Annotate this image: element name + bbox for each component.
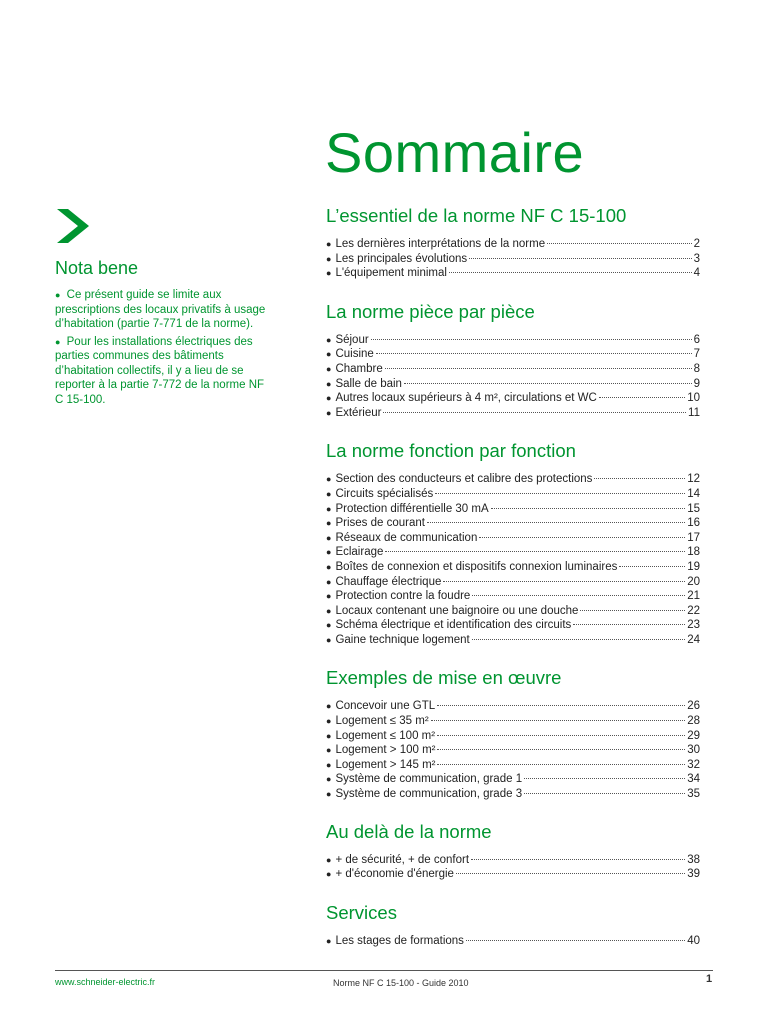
toc-section: [326, 439, 700, 647]
toc-entry[interactable]: [326, 699, 700, 714]
toc-entry-label: Réseaux de communication: [335, 531, 478, 544]
page-title: Sommaire: [325, 121, 585, 184]
toc-entry-label: Locaux contenant une baignoire ou une douche: [335, 604, 579, 617]
toc-entry-label: Système de communication, grade 3: [335, 788, 523, 801]
toc-entry[interactable]: [326, 772, 700, 787]
toc-entry-label: Logement > 145 m²: [335, 758, 436, 771]
bullet-icon: ●: [326, 407, 332, 418]
dot-leader: [472, 595, 685, 596]
toc-entry-page: 39: [687, 868, 700, 881]
toc-entry[interactable]: [326, 867, 700, 882]
bullet-icon: ●: [326, 474, 332, 485]
toc-entry-page: 15: [687, 502, 700, 515]
bullet-icon: ●: [326, 759, 332, 770]
dot-leader: [431, 720, 686, 721]
toc-entry-label: Schéma électrique et identification des circuits: [335, 619, 572, 632]
toc-entry[interactable]: [326, 531, 700, 546]
bullet-icon: ●: [326, 774, 332, 785]
toc-entry[interactable]: [326, 575, 700, 590]
dot-leader: [404, 383, 692, 384]
toc-entry-page: 29: [687, 729, 700, 742]
toc-entry[interactable]: [326, 758, 700, 773]
toc-entry-page: 20: [687, 575, 700, 588]
toc-entry-label: Les dernières interprétations de la norme: [335, 238, 546, 250]
bullet-icon: ●: [326, 730, 332, 741]
dot-leader: [524, 778, 685, 779]
dot-leader: [371, 339, 692, 340]
bullet-icon: ●: [326, 393, 332, 404]
toc-entry-page: 17: [687, 531, 700, 544]
dot-leader: [427, 522, 685, 523]
toc-entry-label: Concevoir une GTL: [335, 700, 436, 713]
toc-entry-page: 11: [688, 406, 700, 419]
toc-entry-page: 14: [687, 487, 700, 500]
toc-entry-page: 3: [693, 252, 700, 265]
nota-bene-panel: [55, 256, 275, 410]
bullet-icon: ●: [326, 503, 332, 514]
toc-entry-page: 40: [687, 934, 700, 947]
toc-entry[interactable]: [326, 472, 700, 487]
toc-entry-label: + d'économie d'énergie: [335, 868, 454, 881]
footer-page-number: 1: [706, 973, 713, 985]
nota-bene-paragraph: [55, 335, 275, 408]
toc-entry-label: Prises de courant: [335, 517, 425, 530]
toc-entry-label: Les stages de formations: [335, 934, 464, 947]
bullet-icon: ●: [326, 239, 332, 249]
bullet-icon: ●: [326, 716, 332, 727]
dot-leader: [472, 639, 686, 640]
bullet-icon: ●: [326, 334, 332, 345]
bullet-icon: ●: [326, 378, 332, 389]
toc-entry-label: Séjour: [335, 333, 369, 346]
dot-leader: [385, 368, 692, 369]
toc-entry[interactable]: [326, 618, 700, 633]
toc-entry-page: 2: [693, 238, 700, 250]
toc-entry[interactable]: [326, 934, 700, 949]
dot-leader: [449, 272, 692, 273]
bullet-icon: ●: [326, 488, 332, 499]
nota-bene-text: Ce présent guide se limite aux prescriptions des locaux privatifs à usage d’habitation (partie 7-771 de la norme).: [55, 289, 266, 330]
toc-entry-page: 16: [687, 517, 700, 530]
bullet-icon: ●: [326, 547, 332, 558]
dot-leader: [471, 859, 685, 860]
toc-entry[interactable]: [326, 406, 700, 421]
bullet-icon: ●: [326, 935, 332, 946]
toc-entry-page: 6: [693, 333, 700, 346]
toc-entry-page: 7: [693, 348, 700, 361]
toc-entry-label: Gaine technique logement: [335, 633, 470, 646]
toc-entry-page: 8: [693, 362, 700, 375]
toc-entry-page: 23: [687, 619, 700, 632]
toc-entry-page: 10: [687, 392, 700, 405]
toc-entry-label: Cuisine: [335, 348, 374, 361]
toc-entry-label: L'équipement minimal: [335, 267, 447, 280]
toc-entry-page: 12: [687, 473, 700, 486]
nota-bene-text: Pour les installations électriques des parties communes des bâtiments d’habitation collectifs, il y a lieu de se reporter à la partie 7-772 de la norme NF C 15-100.: [55, 335, 265, 406]
dot-leader: [437, 764, 685, 765]
bullet-icon: ●: [326, 518, 332, 529]
toc-entry-label: Protection différentielle 30 mA: [335, 502, 489, 515]
dot-leader: [456, 873, 685, 874]
toc-entry-label: Section des conducteurs et calibre des protections: [335, 473, 593, 486]
dot-leader: [437, 735, 685, 736]
toc-entry[interactable]: [326, 487, 700, 502]
dot-leader: [443, 581, 685, 582]
toc-entry-label: + de sécurité, + de confort: [335, 853, 470, 866]
bullet-icon: ●: [326, 253, 332, 264]
toc-entry-page: 32: [687, 758, 700, 771]
toc-entry-page: 28: [687, 715, 700, 728]
toc-entry[interactable]: [326, 787, 700, 802]
toc-entry-page: 30: [687, 744, 700, 757]
dot-leader: [466, 940, 685, 941]
toc-entry[interactable]: [326, 237, 700, 252]
table-of-contents: [326, 204, 700, 948]
bullet-icon: ●: [326, 869, 332, 880]
dot-leader: [479, 537, 685, 538]
bullet-icon: ●: [55, 290, 61, 300]
dot-leader: [594, 478, 685, 479]
toc-entry-page: 35: [687, 788, 700, 801]
toc-section: [326, 300, 700, 421]
toc-entry-label: Salle de bain: [335, 377, 402, 390]
toc-entry-page: 21: [687, 590, 700, 603]
dot-leader: [580, 610, 685, 611]
toc-entry[interactable]: [326, 729, 700, 744]
bullet-icon: ●: [326, 268, 332, 279]
toc-entry[interactable]: [326, 502, 700, 517]
dot-leader: [469, 258, 691, 259]
toc-entry[interactable]: [326, 714, 700, 729]
dot-leader: [437, 749, 685, 750]
bullet-icon: ●: [326, 701, 332, 712]
toc-entry-page: 38: [687, 853, 700, 866]
toc-entry[interactable]: [326, 516, 700, 531]
toc-entry[interactable]: [326, 252, 700, 267]
dot-leader: [619, 566, 685, 567]
toc-entry[interactable]: [326, 589, 700, 604]
bullet-icon: ●: [326, 634, 332, 645]
bullet-icon: ●: [326, 349, 332, 360]
toc-entry-label: Protection contre la foudre: [335, 590, 471, 603]
toc-section-heading: La norme pièce par pièce: [326, 300, 535, 322]
toc-section-heading: Au delà de la norme: [326, 820, 492, 842]
toc-entry-page: 19: [687, 560, 700, 573]
toc-entry-label: Autres locaux supérieurs à 4 m², circulations et WC: [335, 392, 597, 405]
toc-entry-page: 4: [693, 267, 700, 280]
toc-entry[interactable]: [326, 633, 700, 648]
toc-entry-page: 24: [687, 633, 700, 646]
toc-entry[interactable]: [326, 604, 700, 619]
toc-entry[interactable]: [326, 560, 700, 575]
footer-document-title: Norme NF C 15-100 - Guide 2010: [333, 978, 469, 988]
toc-entry-page: 34: [687, 773, 700, 786]
footer-divider: [55, 970, 713, 971]
toc-section: [326, 820, 700, 882]
toc-entry-label: Chambre: [335, 362, 383, 375]
dot-leader: [491, 508, 686, 509]
toc-entry[interactable]: [326, 545, 700, 560]
toc-section-heading: La norme fonction par fonction: [326, 440, 576, 462]
bullet-icon: ●: [326, 605, 332, 616]
nota-bene-paragraph: [55, 288, 275, 332]
dot-leader: [383, 412, 686, 413]
bullet-icon: ●: [326, 591, 332, 602]
bullet-icon: ●: [326, 576, 332, 587]
toc-section: [326, 204, 700, 281]
toc-entry[interactable]: [326, 362, 700, 377]
toc-entry-label: Système de communication, grade 1: [335, 773, 523, 786]
nota-bene-heading: Nota bene: [55, 258, 139, 278]
toc-section-heading: Services: [326, 901, 397, 923]
footer-website-link[interactable]: www.schneider-electric.fr: [55, 977, 156, 987]
toc-entry-label: Extérieur: [335, 406, 382, 419]
bullet-icon: ●: [326, 363, 332, 374]
toc-entry-label: Logement > 100 m²: [335, 744, 436, 757]
toc-section-heading: L’essentiel de la norme NF C 15-100: [326, 205, 627, 226]
bullet-icon: ●: [326, 532, 332, 543]
bullet-icon: ●: [326, 561, 332, 572]
dot-leader: [599, 397, 685, 398]
dot-leader: [547, 243, 691, 244]
toc-entry-label: Eclairage: [335, 546, 384, 559]
dot-leader: [524, 793, 685, 794]
toc-entry[interactable]: [326, 347, 700, 362]
bullet-icon: ●: [326, 854, 332, 865]
toc-section-heading: Exemples de mise en œuvre: [326, 667, 562, 689]
dot-leader: [435, 493, 685, 494]
toc-entry-page: 9: [693, 377, 700, 390]
toc-entry[interactable]: [326, 743, 700, 758]
toc-entry[interactable]: [326, 333, 700, 348]
chevron-right-icon: [54, 207, 92, 245]
toc-entry-label: Boîtes de connexion et dispositifs connexion luminaires: [335, 560, 618, 573]
toc-section: [326, 666, 700, 801]
toc-entry-page: 26: [687, 700, 700, 713]
dot-leader: [437, 705, 685, 706]
dot-leader: [573, 624, 685, 625]
bullet-icon: ●: [55, 336, 61, 347]
toc-entry-label: Les principales évolutions: [335, 252, 468, 265]
toc-entry-label: Chauffage électrique: [335, 575, 442, 588]
toc-entry[interactable]: [326, 853, 700, 868]
toc-entry-label: Logement ≤ 35 m²: [335, 715, 429, 728]
toc-entry-page: 18: [687, 546, 700, 559]
bullet-icon: ●: [326, 789, 332, 800]
toc-entry-label: Circuits spécialisés: [335, 487, 434, 500]
toc-entry-label: Logement ≤ 100 m²: [335, 729, 436, 742]
bullet-icon: ●: [326, 745, 332, 756]
toc-entry[interactable]: [326, 266, 700, 281]
bullet-icon: ●: [326, 620, 332, 631]
dot-leader: [376, 353, 692, 354]
toc-entry[interactable]: [326, 377, 700, 392]
toc-entry-page: 22: [687, 604, 700, 617]
toc-section: [326, 901, 700, 949]
toc-entry[interactable]: [326, 391, 700, 406]
dot-leader: [385, 551, 685, 552]
